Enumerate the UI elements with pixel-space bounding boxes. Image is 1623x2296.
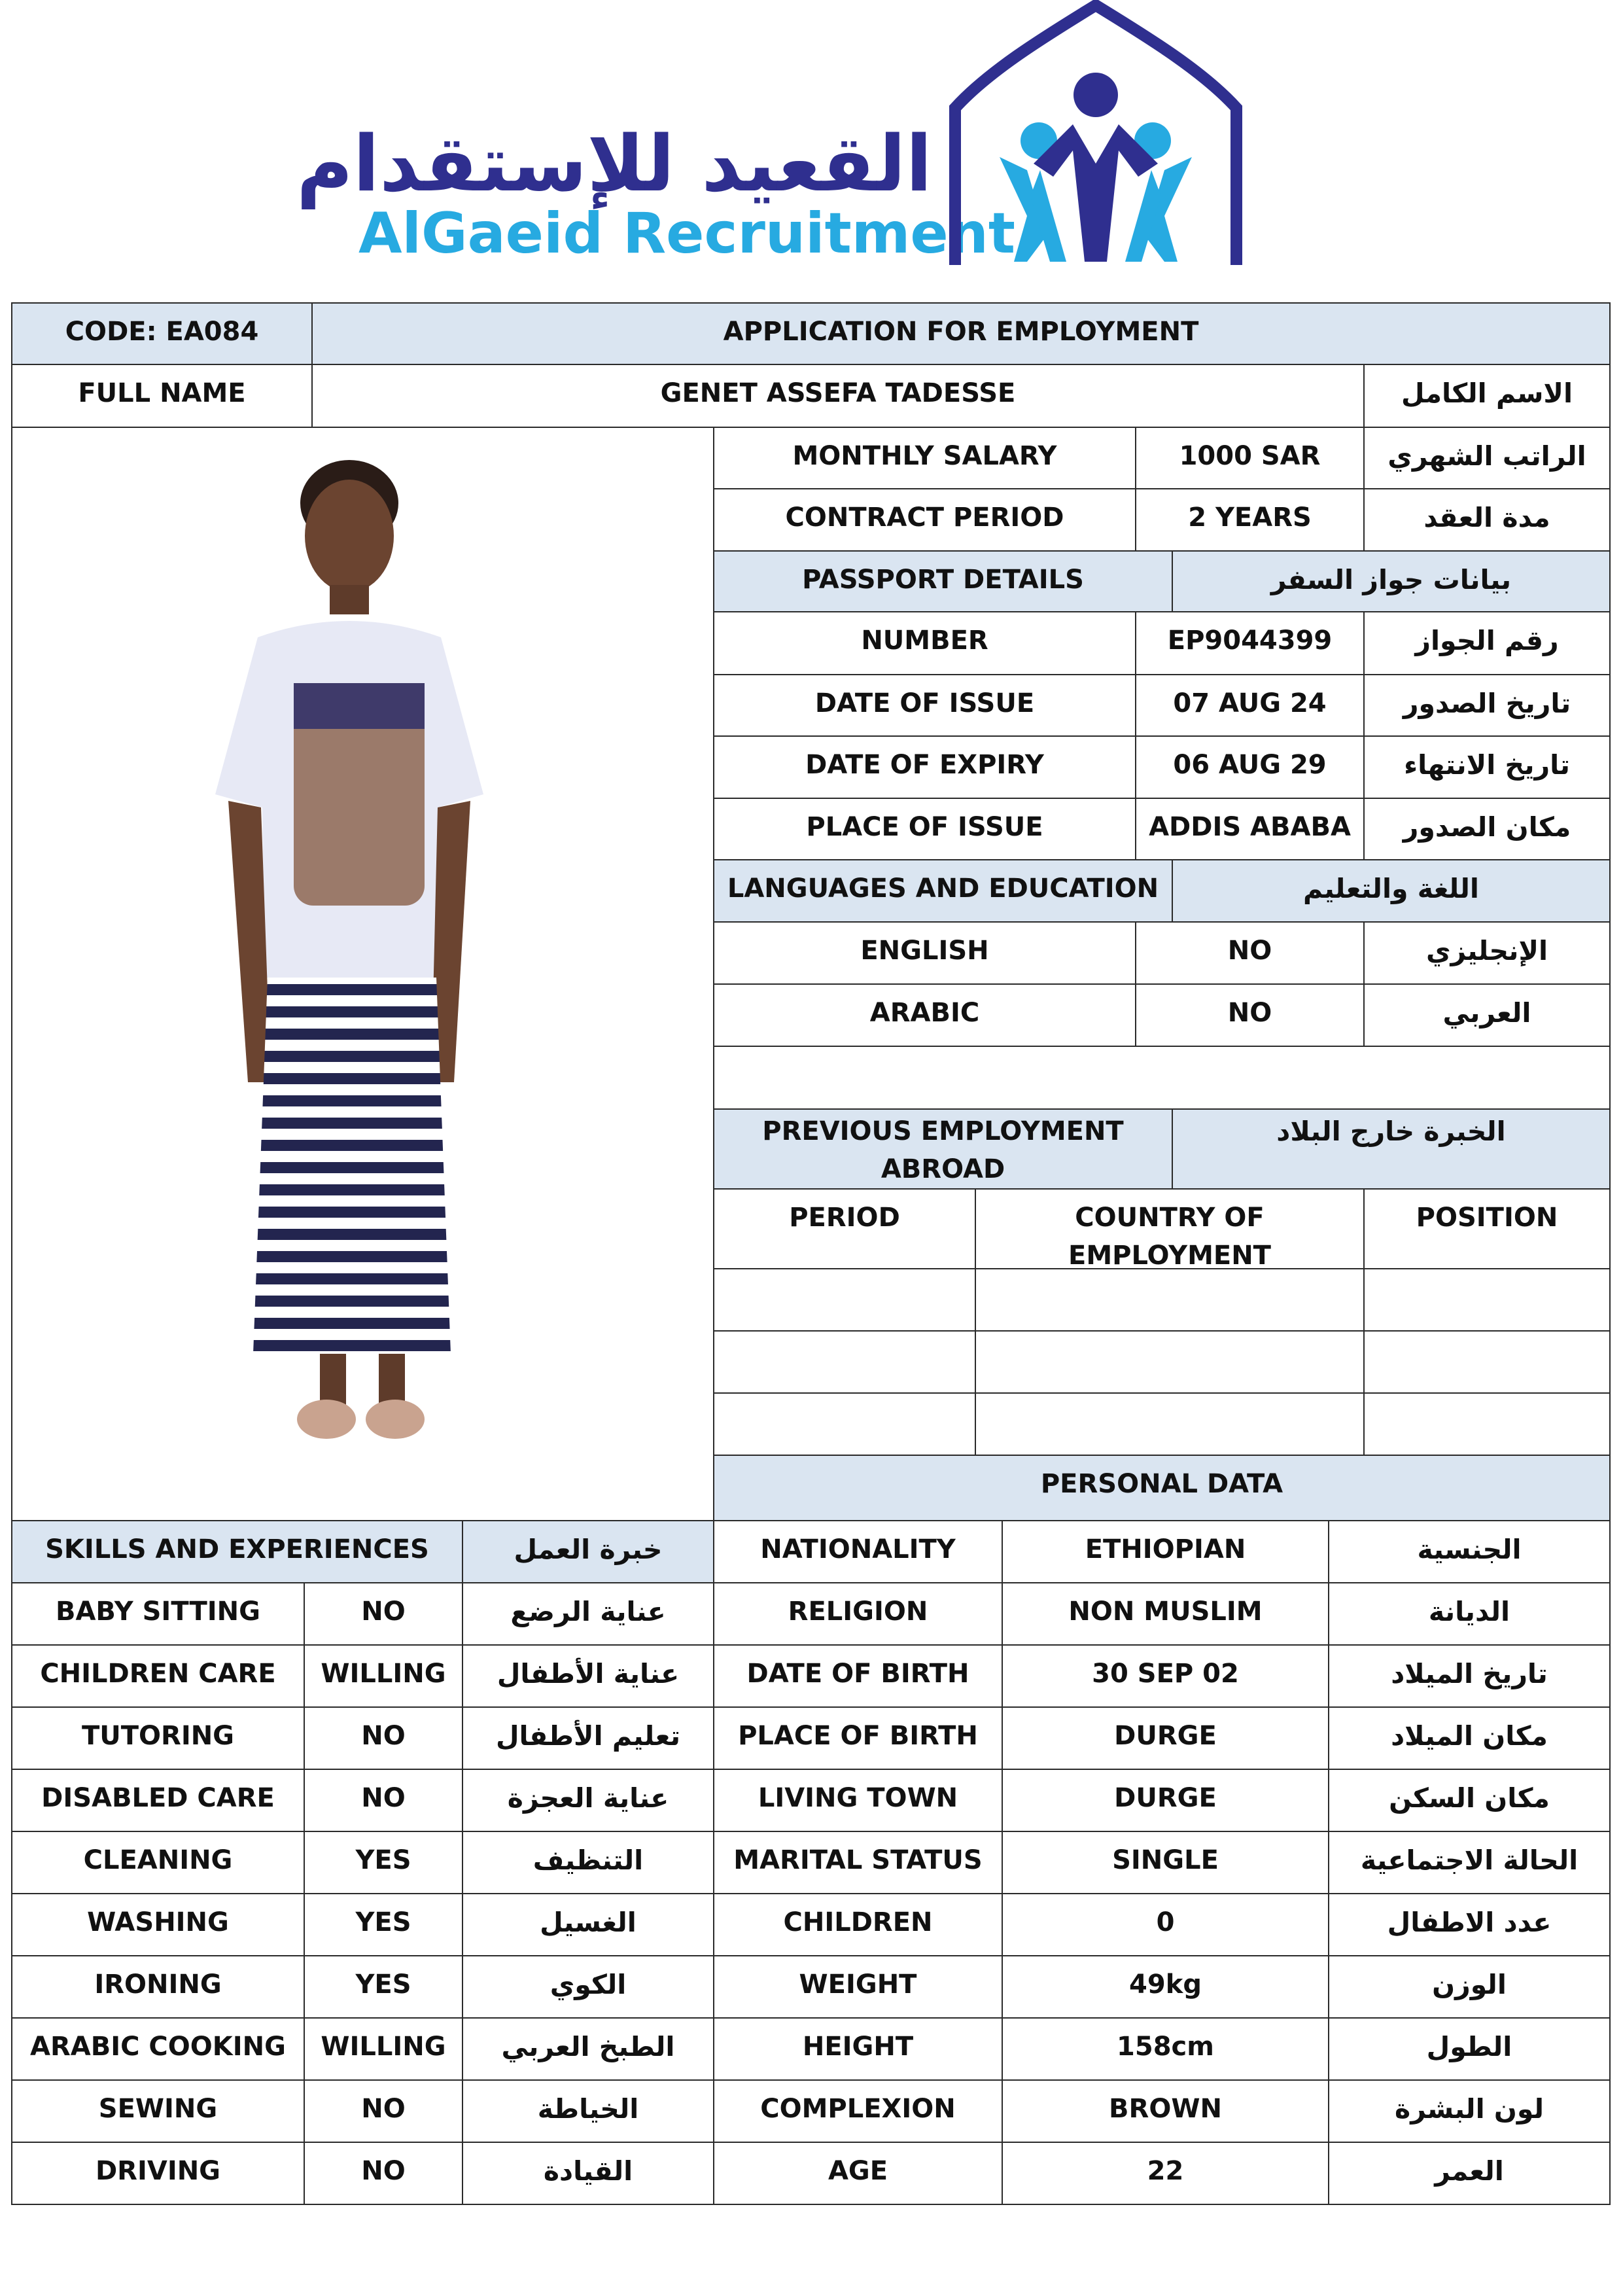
age-value: 22: [1002, 2142, 1329, 2205]
applicant-photo: [11, 427, 714, 1521]
col-period-header: PERIOD: [713, 1188, 976, 1269]
nationality-label: NATIONALITY: [713, 1520, 1003, 1583]
english-label-ar: الإنجليزي: [1363, 921, 1611, 985]
col-country-header: COUNTRY OF EMPLOYMENT: [975, 1188, 1365, 1269]
age-label-ar: العمر: [1328, 2142, 1611, 2205]
marital-status-label-ar: الحالة الاجتماعية: [1328, 1831, 1611, 1894]
employment-cell: [1363, 1392, 1611, 1456]
date-of-birth-label: DATE OF BIRTH: [713, 1644, 1003, 1708]
place-of-issue-label: PLACE OF ISSUE: [713, 798, 1136, 860]
religion-label: RELIGION: [713, 1582, 1003, 1646]
full-name-label-ar: الاسم الكامل: [1363, 364, 1611, 428]
arabic-label: ARABIC: [713, 983, 1136, 1047]
employment-cell: [975, 1392, 1365, 1456]
skill-label-ar: الخياطة: [462, 2079, 714, 2143]
employment-cell: [975, 1268, 1365, 1332]
skill-value: WILLING: [304, 1644, 463, 1708]
place-of-birth-value: DURGE: [1002, 1706, 1329, 1770]
skill-label-ar: الطبخ العربي: [462, 2017, 714, 2081]
skill-value: NO: [304, 1706, 463, 1770]
blank-spacer-row: [713, 1046, 1611, 1110]
expiry-date-label: DATE OF EXPIRY: [713, 735, 1136, 799]
weight-label: WEIGHT: [713, 1955, 1003, 2019]
skill-label-ar: الكوي: [462, 1955, 714, 2019]
height-value: 158cm: [1002, 2017, 1329, 2081]
employment-cell: [713, 1330, 976, 1394]
salary-label-ar: الراتب الشهري: [1363, 427, 1611, 489]
skill-value: NO: [304, 1582, 463, 1646]
skill-label: CHILDREN CARE: [11, 1644, 305, 1708]
languages-heading: LANGUAGES AND EDUCATION: [713, 859, 1173, 923]
place-of-issue-label-ar: مكان الصدور: [1363, 798, 1611, 860]
skill-label: DISABLED CARE: [11, 1769, 305, 1832]
issue-date-label-ar: تاريخ الصدور: [1363, 674, 1611, 737]
company-logo-icon: [942, 0, 1249, 268]
passport-heading-ar: بيانات جواز السفر: [1172, 550, 1611, 612]
passport-number-value: EP9044399: [1135, 611, 1365, 675]
nationality-value: ETHIOPIAN: [1002, 1520, 1329, 1583]
marital-status-value: SINGLE: [1002, 1831, 1329, 1894]
skill-label: TUTORING: [11, 1706, 305, 1770]
full-name-value: GENET ASSEFA TADESSE: [311, 364, 1365, 428]
employment-cell: [1363, 1330, 1611, 1394]
skill-value: NO: [304, 1769, 463, 1832]
skill-value: YES: [304, 1893, 463, 1956]
skills-heading: SKILLS AND EXPERIENCES: [11, 1520, 463, 1583]
complexion-label-ar: لون البشرة: [1328, 2079, 1611, 2143]
skill-value: YES: [304, 1831, 463, 1894]
skill-label-ar: القيادة: [462, 2142, 714, 2205]
date-of-birth-label-ar: تاريخ الميلاد: [1328, 1644, 1611, 1708]
salary-value: 1000 SAR: [1135, 427, 1365, 489]
applicant-figure: [12, 428, 713, 1520]
contract-period-value: 2 YEARS: [1135, 488, 1365, 552]
english-value: NO: [1135, 921, 1365, 985]
form-title: APPLICATION FOR EMPLOYMENT: [311, 302, 1611, 365]
skill-label-ar: عناية العجزة: [462, 1769, 714, 1832]
skill-label-ar: التنظيف: [462, 1831, 714, 1894]
full-name-label: FULL NAME: [11, 364, 313, 428]
height-label: HEIGHT: [713, 2017, 1003, 2081]
skill-label: IRONING: [11, 1955, 305, 2019]
passport-heading: PASSPORT DETAILS: [713, 550, 1173, 612]
languages-heading-ar: اللغة والتعليم: [1172, 859, 1611, 923]
skill-label: SEWING: [11, 2079, 305, 2143]
employment-cell: [1363, 1268, 1611, 1332]
place-of-issue-value: ADDIS ABABA: [1135, 798, 1365, 860]
nationality-label-ar: الجنسية: [1328, 1520, 1611, 1583]
expiry-date-value: 06 AUG 29: [1135, 735, 1365, 799]
skill-label: BABY SITTING: [11, 1582, 305, 1646]
expiry-date-label-ar: تاريخ الانتهاء: [1363, 735, 1611, 799]
employment-cell: [713, 1392, 976, 1456]
skill-label: DRIVING: [11, 2142, 305, 2205]
living-town-label: LIVING TOWN: [713, 1769, 1003, 1832]
issue-date-label: DATE OF ISSUE: [713, 674, 1136, 737]
contract-period-label-ar: مدة العقد: [1363, 488, 1611, 552]
arabic-label-ar: العربي: [1363, 983, 1611, 1047]
passport-number-label: NUMBER: [713, 611, 1136, 675]
skill-label-ar: الغسيل: [462, 1893, 714, 1956]
children-value: 0: [1002, 1893, 1329, 1956]
arabic-value: NO: [1135, 983, 1365, 1047]
place-of-birth-label: PLACE OF BIRTH: [713, 1706, 1003, 1770]
children-label: CHILDREN: [713, 1893, 1003, 1956]
skill-label: ARABIC COOKING: [11, 2017, 305, 2081]
contract-period-label: CONTRACT PERIOD: [713, 488, 1136, 552]
skill-value: YES: [304, 1955, 463, 2019]
skill-label-ar: عناية الرضع: [462, 1582, 714, 1646]
children-label-ar: عدد الاطفال: [1328, 1893, 1611, 1956]
living-town-label-ar: مكان السكن: [1328, 1769, 1611, 1832]
skill-label-ar: تعليم الأطفال: [462, 1706, 714, 1770]
issue-date-value: 07 AUG 24: [1135, 674, 1365, 737]
employment-heading: PREVIOUS EMPLOYMENT ABROAD: [713, 1108, 1173, 1190]
place-of-birth-label-ar: مكان الميلاد: [1328, 1706, 1611, 1770]
skill-value: NO: [304, 2142, 463, 2205]
religion-label-ar: الديانة: [1328, 1582, 1611, 1646]
date-of-birth-value: 30 SEP 02: [1002, 1644, 1329, 1708]
religion-value: NON MUSLIM: [1002, 1582, 1329, 1646]
company-logo-english: AlGaeid Recruitment: [358, 201, 1015, 266]
weight-label-ar: الوزن: [1328, 1955, 1611, 2019]
skill-value: WILLING: [304, 2017, 463, 2081]
skill-label: WASHING: [11, 1893, 305, 1956]
passport-number-label-ar: رقم الجواز: [1363, 611, 1611, 675]
personal-data-heading: PERSONAL DATA: [713, 1455, 1611, 1521]
skills-heading-ar: خبرة العمل: [462, 1520, 714, 1583]
weight-value: 49kg: [1002, 1955, 1329, 2019]
marital-status-label: MARITAL STATUS: [713, 1831, 1003, 1894]
employment-cell: [975, 1330, 1365, 1394]
skill-label-ar: عناية الأطفال: [462, 1644, 714, 1708]
complexion-value: BROWN: [1002, 2079, 1329, 2143]
complexion-label: COMPLEXION: [713, 2079, 1003, 2143]
age-label: AGE: [713, 2142, 1003, 2205]
employment-cell: [713, 1268, 976, 1332]
col-position-header: POSITION: [1363, 1188, 1611, 1269]
code-cell: CODE: EA084: [11, 302, 313, 365]
height-label-ar: الطول: [1328, 2017, 1611, 2081]
employment-heading-ar: الخبرة خارج البلاد: [1172, 1108, 1611, 1190]
skill-label: CLEANING: [11, 1831, 305, 1894]
living-town-value: DURGE: [1002, 1769, 1329, 1832]
company-logo-arabic: القعيد للإستقدام: [296, 118, 932, 209]
english-label: ENGLISH: [713, 921, 1136, 985]
salary-label: MONTHLY SALARY: [713, 427, 1136, 489]
skill-value: NO: [304, 2079, 463, 2143]
